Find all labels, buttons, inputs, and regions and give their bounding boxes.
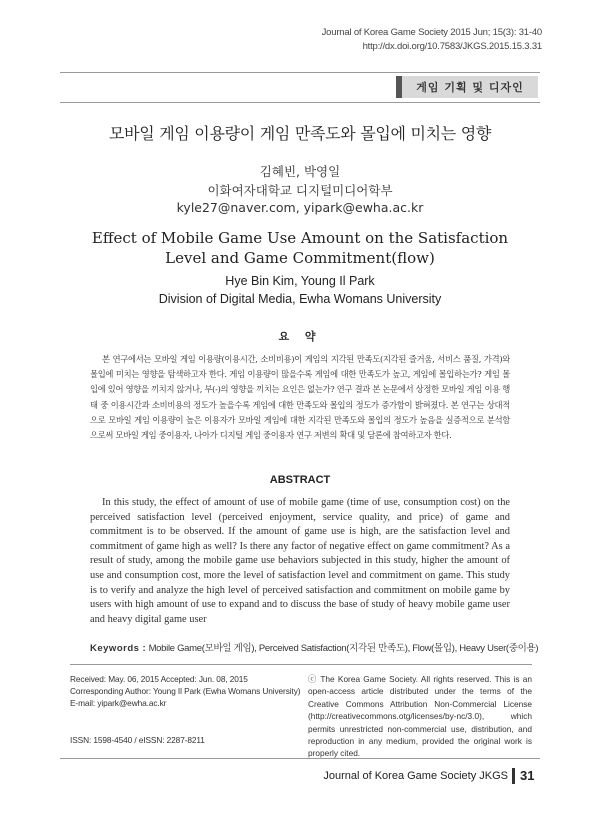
section-label: 게임 기획 및 디자인 xyxy=(396,76,538,98)
header-rule xyxy=(60,72,540,73)
page-number: 31 xyxy=(520,768,535,783)
journal-citation: Journal of Korea Game Society 2015 Jun; 15(3): 31-40 xyxy=(321,27,542,38)
doi-link[interactable]: http://dx.doi.org/10.7583/JKGS.2015.15.3.31 xyxy=(362,41,542,52)
abstract-heading-korean: 요 약 xyxy=(278,330,322,343)
keywords-label: Keywords : xyxy=(90,643,147,654)
contact-email: E-mail: yipark@ewha.ac.kr xyxy=(70,698,167,708)
paper-title-korean: 모바일 게임 이용량이 게임 만족도와 몰입에 미치는 영향 xyxy=(108,124,492,143)
corresponding-author: Corresponding Author: Young Il Park (Ewha Womans University) xyxy=(70,686,301,696)
info-rule xyxy=(70,664,532,665)
paper-title-english: Effect of Mobile Game Use Amount on the Satisfaction Level and Game Commitment(flow) xyxy=(91,229,509,267)
footer-rule xyxy=(60,758,540,759)
footer-journal: Journal of Korea Game Society JKGS xyxy=(323,770,508,782)
header-rule-bottom xyxy=(60,102,540,103)
issn: ISSN: 1598-4540 / eISSN: 2287-8211 xyxy=(70,735,205,745)
keywords-text: Mobile Game(모바일 게임), Perceived Satisfaction(지각된 만족도), Flow(몰입), Heavy User(중이용) xyxy=(148,643,539,654)
affiliation-english: Division of Digital Media, Ewha Womans University xyxy=(158,292,442,306)
received-date: Received: May. 06, 2015 Accepted: Jun. 08, 2015 xyxy=(70,674,248,684)
author-emails: kyle27@naver.com, yipark@ewha.ac.kr xyxy=(176,200,424,215)
authors-korean: 김혜빈, 박영일 xyxy=(259,164,341,179)
authors-english: Hye Bin Kim, Young Il Park xyxy=(225,274,375,288)
footer-divider xyxy=(512,768,515,784)
abstract-korean: 본 연구에서는 모바일 게임 이용량(이용시간, 소비비용)이 게임의 지각된 만족도(지각된 즐거움, 서비스 품질, 가격)와 몰입에 미치는 영향을 탐색하고자 한다. 게임 이용량이 많을수록 게임에 대한 만족도가 높고, 게임에 몰입하는가? 게임 몰입에 있어 영향을 끼치지 않거나, 부(-)의 영향을 끼치는 요인은 없는가? 연구 결과 본 논문에서 상정한 모바일 게임 이용 행태 중 이용시간과 소비비용의 정도가 높을수록 게임에 대한 만족도와 몰입의 정도가 증가함이 밝혀졌다. 본 연구는 상대적으로 모바일 게임 이용량이 높은 이용자가 모바일 게임에 대한 지각된 만족도와 몰입의 정도가 높음을 실증적으로 분석함으로써 모바일 게임 중이용자, 나아가 디지털 게임 중이용자 연구 저변의 확대 및 담론에 참여하고자 한다. xyxy=(90,354,510,441)
abstract-heading-english: ABSTRACT xyxy=(269,474,331,486)
license-notice: ⓒ The Korea Game Society. All rights reserved. This is an open-access article distributed under the terms of the Creative Commons Attribution Non-Commercial License (http://creativecommons.otg/licenses/by-nc/3.0), which permits unrestricted non-commercial use, distribution, and reproduction in any medium, provided the original work is properly cited. xyxy=(308,674,532,759)
keywords xyxy=(90,640,539,654)
abstract-english: In this study, the effect of amount of use of mobile game (time of use, consumption cost) on the perceived satisfaction level (perceived enjoyment, service quality, and price) of game and commitment is to be observed. If the amount of game use is high, are the satisfaction level and commitment of game high as well? Is there any factor of negative effect on game commitment? As a result of study, among the mobile game use behaviors subjected in this study, higher the amount of use and consumption cost, more the level of satisfaction level and commitment on game. This study is to verify and analyze the high level of perceived satisfaction and commitment on mobile game by users with high amount of use to expand and to discuss the base of study of heavy mobile game user and heavy digital game user xyxy=(90,497,510,625)
affiliation-korean: 이화여자대학교 디지털미디어학부 xyxy=(207,183,393,198)
